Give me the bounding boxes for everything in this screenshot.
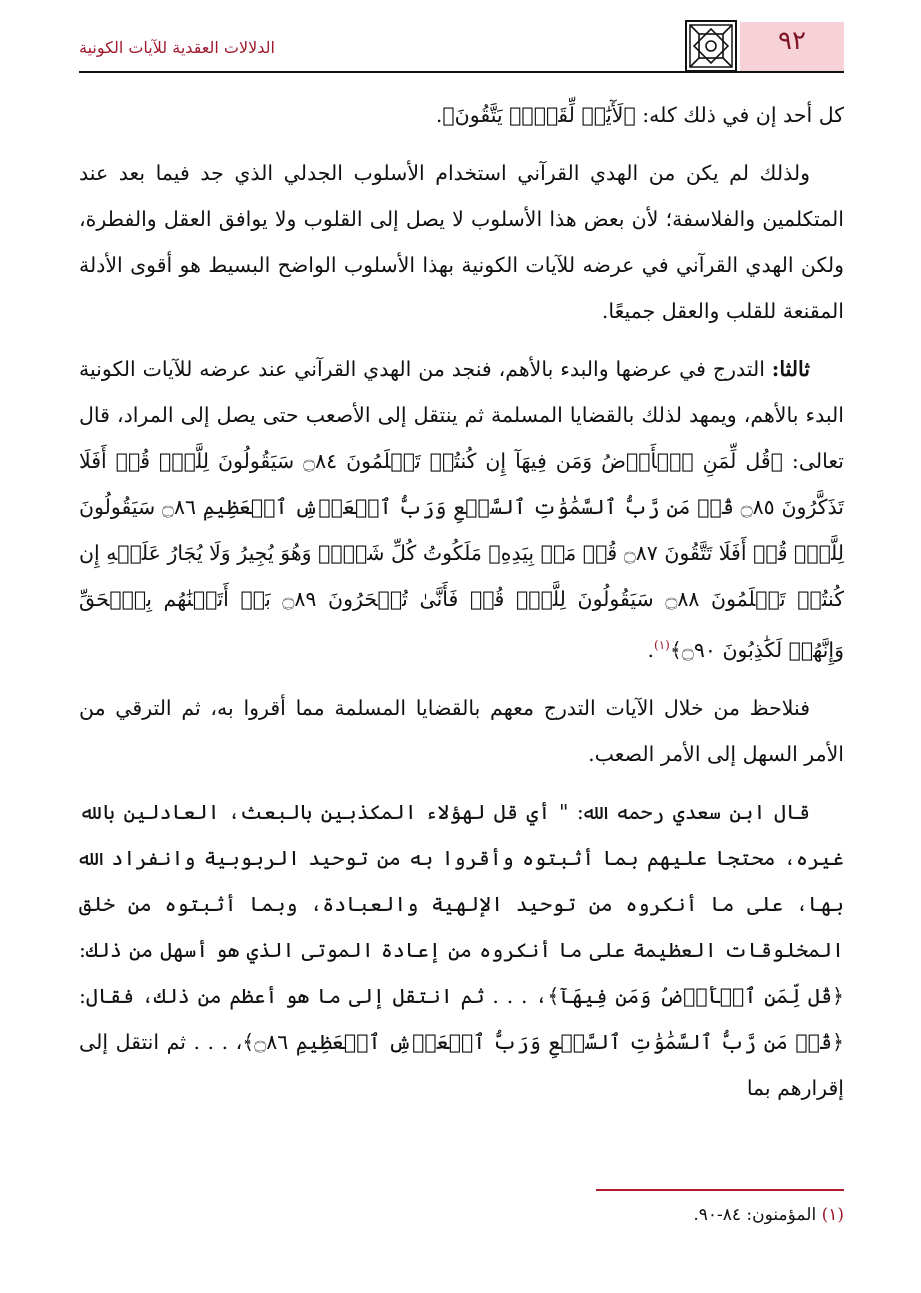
paragraph-4-text: فنلاحظ من خلال الآيات التدرج معهم بالقضايا المسلمة مما أقروا به، ثم الترقي من الأمر السهل إلى الأمر الصعب. — [79, 695, 844, 766]
footnote-marker: (١) — [821, 1205, 844, 1225]
paragraph-4 — [79, 685, 844, 777]
header-rule — [79, 71, 844, 73]
paragraph-3 — [79, 346, 844, 673]
footnote-separator — [596, 1189, 844, 1191]
paragraph-3-tail: . — [647, 637, 655, 662]
paragraph-1 — [79, 92, 844, 138]
paragraph-1-text: كل أحد إن في ذلك كله: ﴿لَأٓيَٰتٖ لِّقَوۡمٖ يَتَّقُونَ﴾. — [435, 103, 844, 127]
page-header — [0, 0, 921, 100]
running-title: الدلالات العقدية للآيات الكونية — [79, 38, 275, 57]
footnote-reference: (١) — [654, 638, 670, 652]
paragraph-5-text: قال ابن سعدي رحمه الله: " أي قل لهؤلاء المكذبين بالبعث، العادلين بالله غيره، محتجا عليهم بما أثبتوه وأقروا به من توحيد الربوبية وانفراد الله بها، على ما أنكروه من توحيد الإلهية والعبادة، وبما أثبتوه من خلق المخلوقات العظيمة على ما أنكروه من إعادة الموتى الذي هو أسهل من ذلك: ﴿قُل لِّمَنِ ٱلۡأَرۡضُ وَمَن فِيهَآ﴾، . . . ثم انتقل إلى ما هو أعظم من ذلك، فقال: ﴿قُلۡ مَن رَّبُّ ٱلسَّمَٰوَٰتِ ٱلسَّبۡعِ وَرَبُّ ٱلۡعَرۡشِ ٱلۡعَظِيمِ ۝٨٦﴾، . . . ثم انتقل إلى إقرارهم بما — [79, 799, 844, 1100]
islamic-star-ornament-icon — [685, 20, 737, 72]
footnote — [79, 1205, 844, 1225]
paragraph-2-text: ولذلك لم يكن من الهدي القرآني استخدام الأسلوب الجدلي الذي جد فيما بعد عند المتكلمين والفلاسفة؛ لأن بعض هذا الأسلوب لا يصل إلى القلوب ولا يوافق العقل والفطرة، ولكن الهدي القرآني في عرضه للآيات الكونية بهذا الأسلوب الواضح البسيط هو أقوى الأدلة المقنعة للقلب والعقل جميعًا. — [79, 161, 844, 323]
main-text — [79, 92, 844, 1111]
paragraph-3-lead: ثالثا: — [771, 357, 810, 381]
paragraph-5 — [79, 789, 844, 1111]
page-number: ٩٢ — [778, 26, 806, 56]
paragraph-3-text: التدرج في عرضها والبدء بالأهم، فنجد من الهدي القرآني عند عرضه للآيات الكونية البدء بالأهم، ويمهد لذلك بالقضايا المسلمة ثم ينتقل إلى الأصعب حتى يصل إلى المراد، قال تعالى: ﴿قُل لِّمَنِ ٱلۡأَرۡضُ وَمَن فِيهَآ إِن كُنتُمۡ تَعۡلَمُونَ ۝٨٤ سَيَقُولُونَ لِلَّهِۚ قُلۡ أَفَلَا تَذَكَّرُونَ ۝٨٥ قُلۡ مَن رَّبُّ ٱلسَّمَٰوَٰتِ ٱلسَّبۡعِ وَرَبُّ ٱلۡعَرۡشِ ٱلۡعَظِيمِ ۝٨٦ سَيَقُولُونَ لِلَّهِۚ قُلۡ أَفَلَا تَتَّقُونَ ۝٨٧ قُلۡ مَنۢ بِيَدِهِۦ مَلَكُوتُ كُلِّ شَيۡءٖ وَهُوَ يُجِيرُ وَلَا يُجَارُ عَلَيۡهِ إِن كُنتُمۡ تَعۡلَمُونَ ۝٨٨ سَيَقُولُونَ لِلَّهِۚ قُلۡ فَأَنَّىٰ تُسۡحَرُونَ ۝٨٩ بَلۡ أَتَيۡنَٰهُم بِٱلۡحَقِّ وَإِنَّهُمۡ لَكَٰذِبُونَ ۝٩٠﴾ — [79, 357, 844, 662]
paragraph-2 — [79, 150, 844, 334]
footnote-text: المؤمنون: ٨٤-٩٠. — [693, 1205, 822, 1225]
